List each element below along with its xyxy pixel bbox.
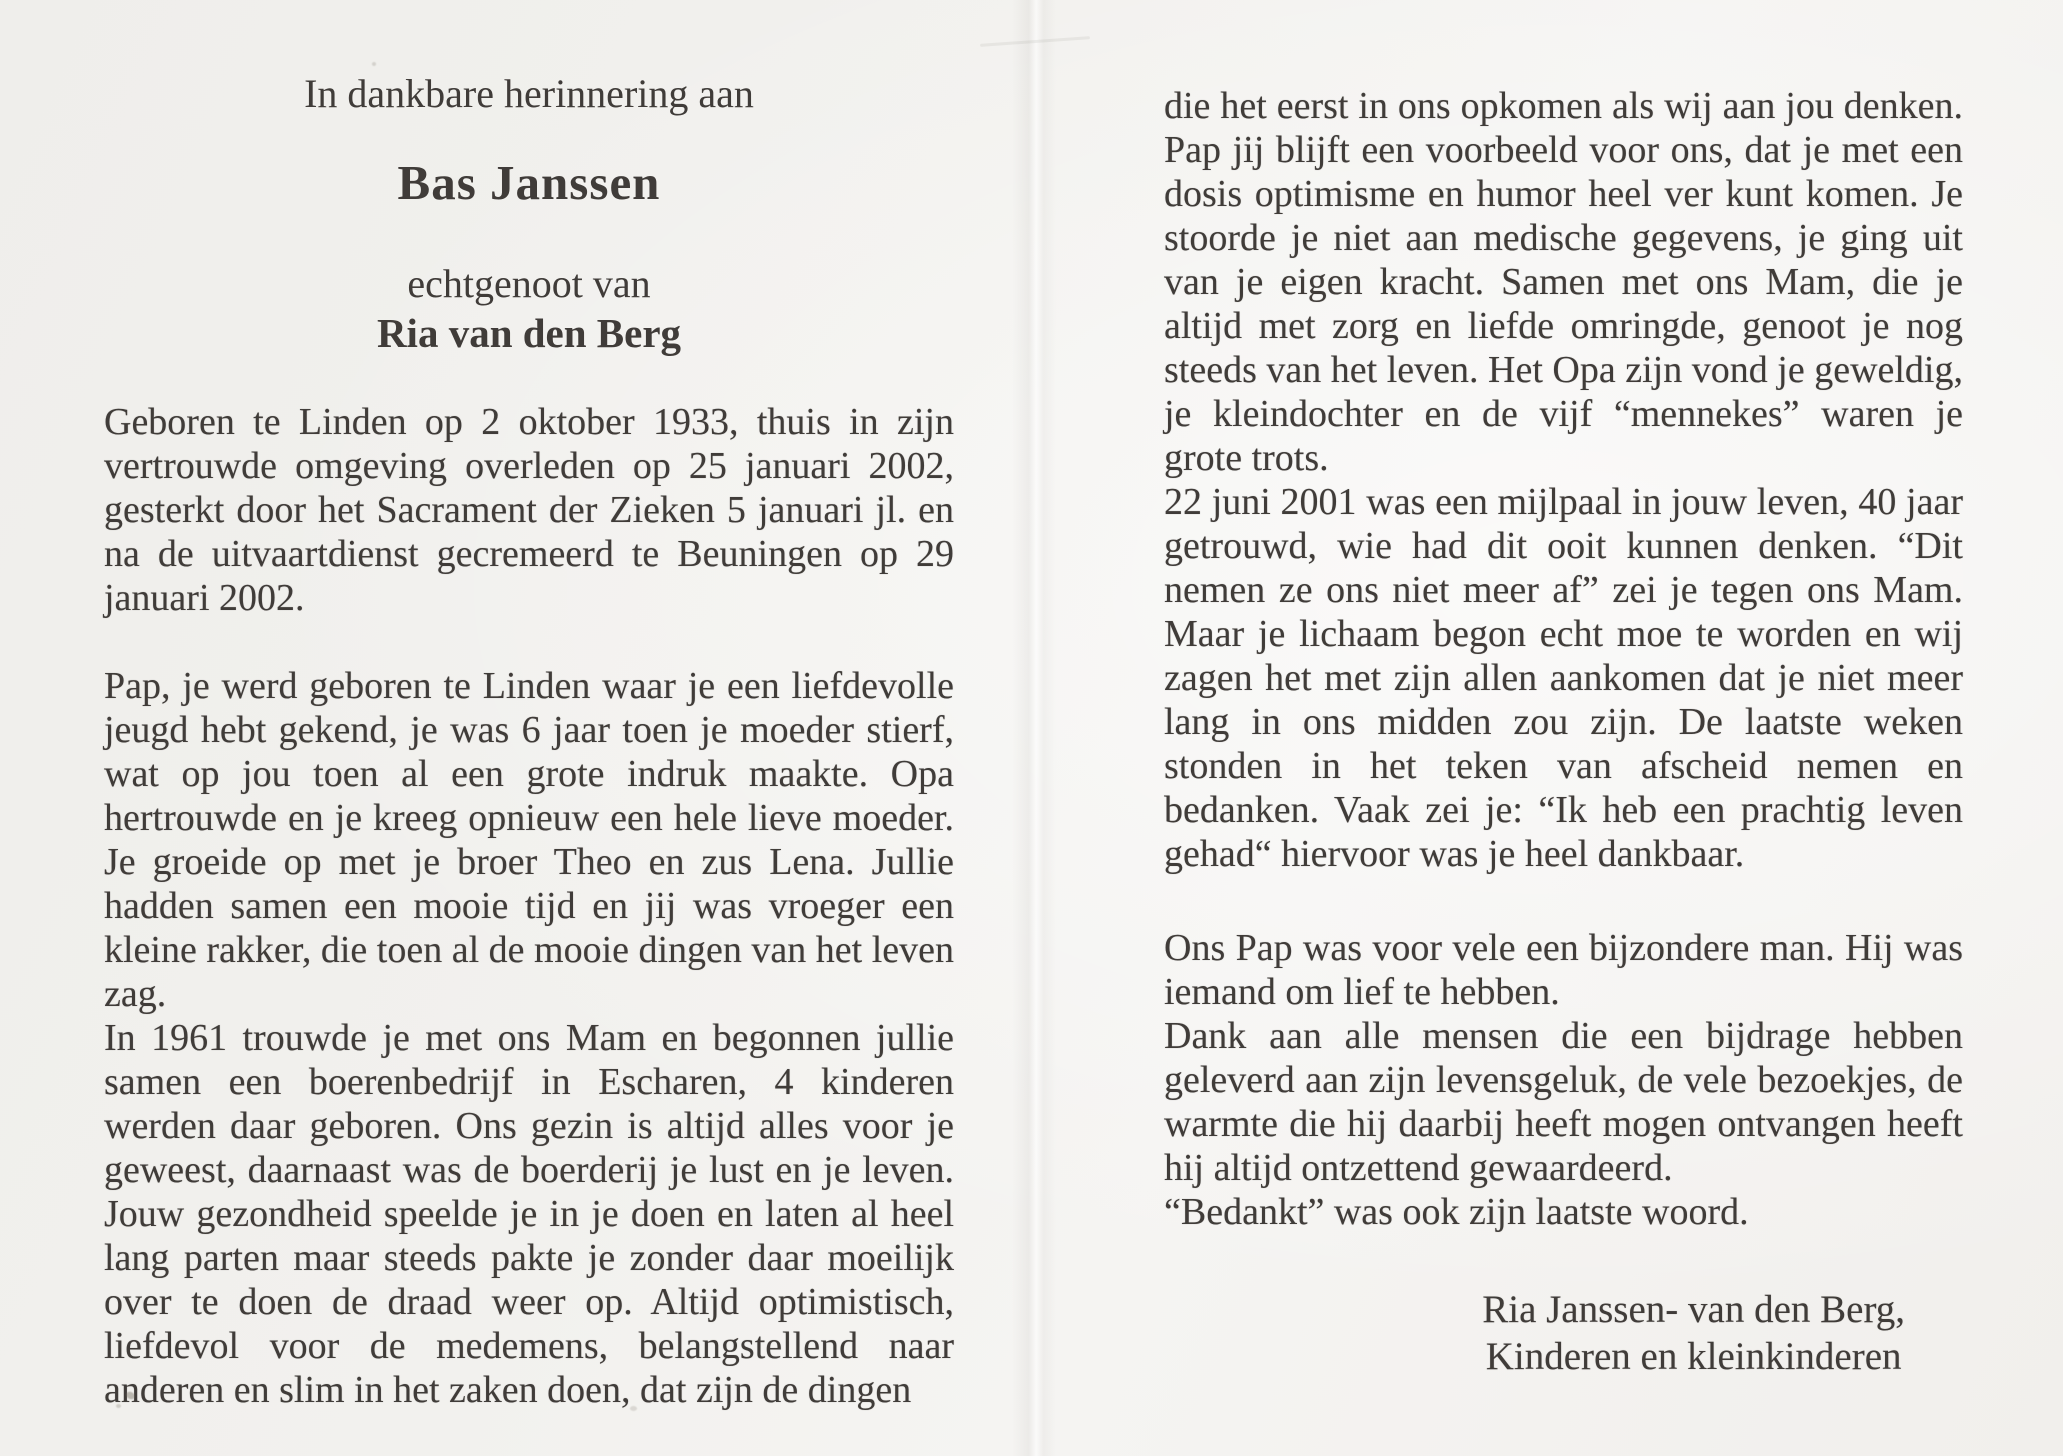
spouse-name: Ria van den Berg [376, 310, 682, 356]
paragraph-marriage-farm: In 1961 trouwde je met ons Mam en begonnen jullie samen een boerenbedrijf in Escharen, 4 kinderen werden daar geboren. Ons gezin is altijd alles voor je geweest, daarnaast was de boerderij je lust en je leven. Jouw gezondheid speelde je in je doen en laten al heel lang parten maar steeds pakte je zonder daar moeilijk over te doen de draad weer op. Altijd optimistisch, liefdevol voor de medemens, belangstellend naar anderen en slim in het zaken doen, dat zijn de dingen [104, 1017, 954, 1411]
paragraph-birth-death: Geboren te Linden op 2 oktober 1933, thuis in zijn vertrouwde omgeving overleden op 25 januari 2002, gesterkt door het Sacrament der Zieken 5 januari jl. en na de uitvaartdienst gecremeerd te Beuningen op 29 januari 2002. [104, 401, 954, 619]
paragraph-thanks: Dank aan alle mensen die een bijdrage hebben geleverd aan zijn levensgeluk, de vele bezoekjes, de warmte die hij daarbij heeft mogen ontvangen heeft hij altijd ontzettend gewaardeerd. [1164, 1015, 1963, 1189]
paragraph-anniversary: 22 juni 2001 was een mijlpaal in jouw leven, 40 jaar getrouwd, wie had dit ooit kunnen denken. “Dit nemen ze ons niet meer af” zei je tegen ons Mam. Maar je lichaam begon echt moe te worden en wij zagen het met zijn allen aankomen dat je niet meer lang in ons midden zou zijn. De laatste weken stonden in het teken van afscheid nemen en bedanken. Vaak zei je: “Ik heb een prachtig leven gehad“ hiervoor was je heel dankbaar. [1164, 481, 1963, 875]
paragraph-youth: Pap, je werd geboren te Linden waar je een liefdevolle jeugd hebt gekend, je was 6 jaar toen je moeder stierf, wat op jou toen al een grote indruk maakte. Opa hertrouwde en je kreeg opnieuw een hele lieve moeder. Je groeide op met je broer Theo en zus Lena. Jullie hadden samen een mooie tijd en jij was vroeger een kleine rakker, die toen al de mooie dingen van het leven zag. [104, 665, 954, 1015]
page-right [1032, 0, 2063, 1456]
scan-speck [1757, 368, 1761, 372]
paragraph-last-word: “Bedankt” was ook zijn laatste woord. [1164, 1191, 1749, 1233]
relation-line: echtgenoot van [407, 261, 651, 306]
card-header [104, 0, 954, 356]
scan-speck [372, 62, 376, 66]
paragraph-tribute: Ons Pap was voor vele een bijzondere man. Hij was iemand om lief te hebben. [1164, 927, 1963, 1013]
signature-block [1482, 1286, 1905, 1380]
scan-speck [630, 1406, 637, 1411]
intro-line: In dankbare herinnering aan [304, 71, 754, 116]
deceased-name: Bas Janssen [397, 155, 661, 210]
paragraph-memories: die het eerst in ons opkomen als wij aan jou denken. Pap jij blijft een voorbeeld voor ons, dat je met een dosis optimisme en humor heel ver kunt komen. Je stoorde je niet aan medische gegevens, je ging uit van je eigen kracht. Samen met ons Mam, die je altijd met zorg en liefde omringde, genoot je nog steeds van het leven. Het Opa zijn vond je geweldig, je kleindochter en de vijf “mennekes” waren je grote trots. [1164, 85, 1963, 479]
signature-line-1: Ria Janssen- van den Berg, [1482, 1288, 1905, 1331]
signature-line-2: Kinderen en kleinkinderen [1485, 1335, 1902, 1378]
scan-speck [116, 1404, 121, 1408]
